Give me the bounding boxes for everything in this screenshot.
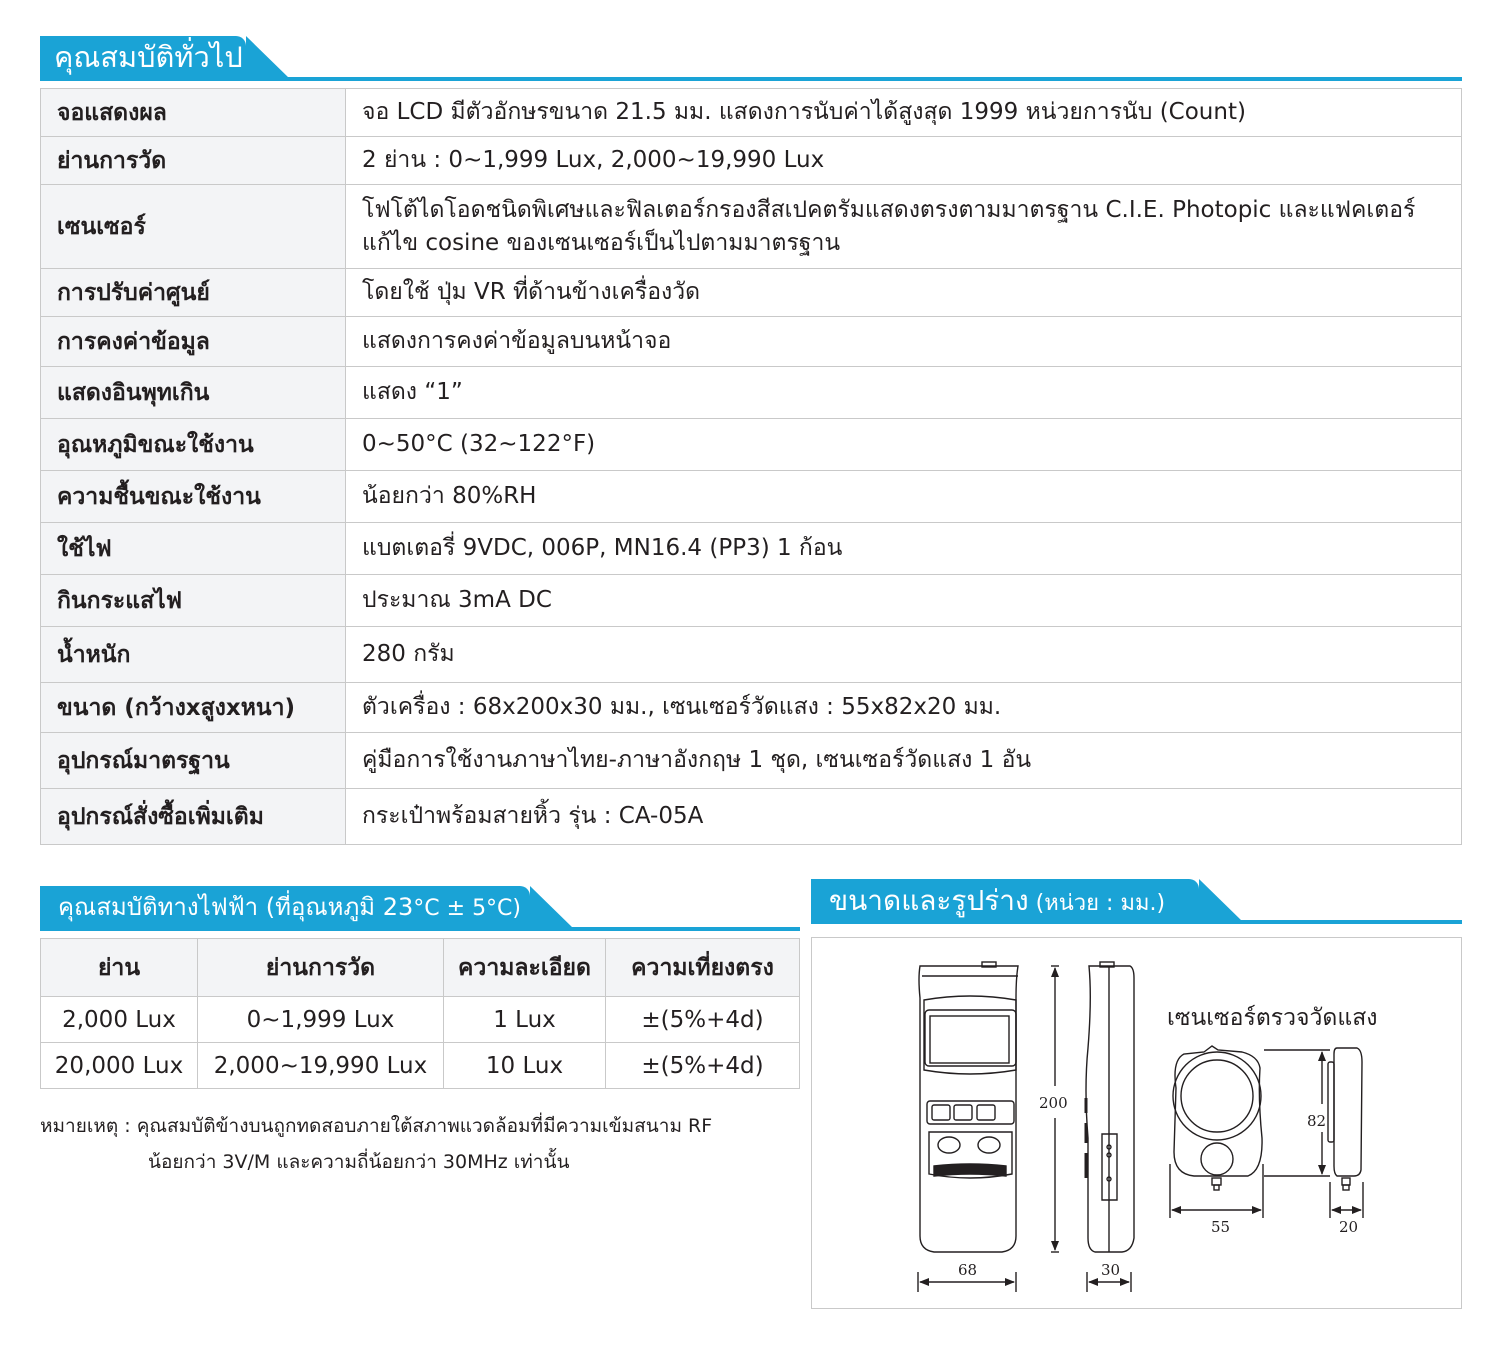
general-specs-heading bbox=[40, 36, 1462, 82]
table-cell: ±(5%+4d) bbox=[606, 997, 800, 1043]
spec-label: กินกระแสไฟ bbox=[41, 575, 346, 627]
column-header: ความเที่ยงตรง bbox=[606, 939, 800, 997]
table-row bbox=[41, 789, 1462, 845]
spec-label: ขนาด (กว้างxสูงxหนา) bbox=[41, 683, 346, 733]
spec-label: การปรับค่าศูนย์ bbox=[41, 269, 346, 317]
table-row bbox=[41, 1043, 800, 1089]
table-header-row bbox=[41, 939, 800, 997]
spec-label: จอแสดงผล bbox=[41, 89, 346, 137]
column-header: ความละเอียด bbox=[444, 939, 606, 997]
spec-value: น้อยกว่า 80%RH bbox=[346, 471, 1462, 523]
sensor-side-icon bbox=[1328, 1048, 1362, 1190]
sensor-depth-label: 20 bbox=[1339, 1218, 1359, 1236]
dimension-drawing bbox=[812, 938, 1463, 1310]
spec-value: 0~50°C (32~122°F) bbox=[346, 419, 1462, 471]
banner-rule bbox=[40, 77, 1462, 81]
column-header: ย่านการวัด bbox=[198, 939, 444, 997]
note-line-1: หมายเหตุ : คุณสมบัติข้างบนถูกทดสอบภายใต้สภาพแวดล้อมที่มีความเข้มสนาม RF bbox=[40, 1115, 713, 1137]
spec-label: อุปกรณ์มาตรฐาน bbox=[41, 733, 346, 789]
spec-label: เซนเซอร์ bbox=[41, 185, 346, 269]
column-header: ย่าน bbox=[41, 939, 198, 997]
meter-depth-label: 30 bbox=[1101, 1261, 1121, 1279]
table-cell: ±(5%+4d) bbox=[606, 1043, 800, 1089]
spec-label: ย่านการวัด bbox=[41, 137, 346, 185]
table-row bbox=[41, 269, 1462, 317]
spec-value: ประมาณ 3mA DC bbox=[346, 575, 1462, 627]
table-row bbox=[41, 627, 1462, 683]
table-cell: 2,000 Lux bbox=[41, 997, 198, 1043]
table-row bbox=[41, 89, 1462, 137]
spec-label: ใช้ไฟ bbox=[41, 523, 346, 575]
dimensions-diagram bbox=[811, 937, 1462, 1309]
spec-label: น้ำหนัก bbox=[41, 627, 346, 683]
table-cell: 20,000 Lux bbox=[41, 1043, 198, 1089]
spec-value: 2 ย่าน : 0~1,999 Lux, 2,000~19,990 Lux bbox=[346, 137, 1462, 185]
sensor-title: เซนเซอร์ตรวจวัดแสง bbox=[1167, 1005, 1378, 1031]
spec-value: โดยใช้ ปุ่ม VR ที่ด้านข้างเครื่องวัด bbox=[346, 269, 1462, 317]
table-row bbox=[41, 419, 1462, 471]
spec-label: แสดงอินพุทเกิน bbox=[41, 367, 346, 419]
meter-front-icon bbox=[919, 962, 1018, 1252]
meter-side-icon bbox=[1086, 962, 1134, 1252]
note-line-2: น้อยกว่า 3V/M และความถี่น้อยกว่า 30MHz เท่านั้น bbox=[148, 1151, 570, 1173]
meter-width-label: 68 bbox=[958, 1261, 978, 1279]
electrical-note bbox=[40, 1108, 712, 1180]
banner-rule bbox=[811, 920, 1462, 924]
table-row bbox=[41, 471, 1462, 523]
table-row bbox=[41, 367, 1462, 419]
banner-rule bbox=[40, 927, 800, 931]
table-row bbox=[41, 523, 1462, 575]
spec-value: ตัวเครื่อง : 68x200x30 มม., เซนเซอร์วัดแสง : 55x82x20 มม. bbox=[346, 683, 1462, 733]
spec-label: อุปกรณ์สั่งซื้อเพิ่มเติม bbox=[41, 789, 346, 845]
table-cell: 2,000~19,990 Lux bbox=[198, 1043, 444, 1089]
banner-slant bbox=[530, 886, 574, 929]
table-row bbox=[41, 997, 800, 1043]
table-row bbox=[41, 317, 1462, 367]
spec-value: แสดงการคงค่าข้อมูลบนหน้าจอ bbox=[346, 317, 1462, 367]
banner-slant bbox=[246, 36, 290, 79]
sensor-height-label: 82 bbox=[1307, 1112, 1327, 1130]
table-row bbox=[41, 575, 1462, 627]
table-cell: 10 Lux bbox=[444, 1043, 606, 1089]
sensor-front-icon bbox=[1173, 1046, 1262, 1190]
spec-value: แสดง “1” bbox=[346, 367, 1462, 419]
electrical-specs-heading bbox=[40, 886, 800, 932]
dimensions-heading-unit: (หน่วย : มม.) bbox=[1028, 891, 1166, 916]
electrical-specs-title bbox=[40, 886, 530, 929]
spec-value: กระเป๋าพร้อมสายหิ้ว รุ่น : CA-05A bbox=[346, 789, 1462, 845]
table-cell: 1 Lux bbox=[444, 997, 606, 1043]
spec-value: จอ LCD มีตัวอักษรขนาด 21.5 มม. แสดงการนับค่าได้สูงสุด 1999 หน่วยการนับ (Count) bbox=[346, 89, 1462, 137]
general-specs-title: คุณสมบัติทั่วไป bbox=[40, 36, 246, 79]
table-row bbox=[41, 137, 1462, 185]
spec-label: การคงค่าข้อมูล bbox=[41, 317, 346, 367]
general-specs-table bbox=[40, 88, 1462, 845]
meter-height-label: 200 bbox=[1039, 1094, 1068, 1112]
banner-slant bbox=[1199, 879, 1243, 922]
spec-value: แบตเตอรี่ 9VDC, 006P, MN16.4 (PP3) 1 ก้อน bbox=[346, 523, 1462, 575]
electrical-heading-main: คุณสมบัติทางไฟฟ้า (ที่อุณหภูมิ 23 bbox=[58, 893, 414, 921]
table-cell: 0~1,999 Lux bbox=[198, 997, 444, 1043]
table-row bbox=[41, 733, 1462, 789]
table-row bbox=[41, 185, 1462, 269]
table-row bbox=[41, 683, 1462, 733]
electrical-specs-table bbox=[40, 938, 800, 1089]
sensor-width-label: 55 bbox=[1211, 1218, 1231, 1236]
electrical-heading-tail: °C ± 5°C) bbox=[413, 896, 522, 921]
dimensions-heading-main: ขนาดและรูปร่าง bbox=[829, 884, 1029, 917]
spec-value: คู่มือการใช้งานภาษาไทย-ภาษาอังกฤษ 1 ชุด, เซนเซอร์วัดแสง 1 อัน bbox=[346, 733, 1462, 789]
spec-label: ความชื้นขณะใช้งาน bbox=[41, 471, 346, 523]
spec-value: 280 กรัม bbox=[346, 627, 1462, 683]
dimensions-heading bbox=[811, 879, 1462, 925]
spec-label: อุณหภูมิขณะใช้งาน bbox=[41, 419, 346, 471]
dimensions-title bbox=[811, 879, 1199, 922]
spec-value: โฟโต้ไดโอดชนิดพิเศษและฟิลเตอร์กรองสีสเปคตรัมแสดงตรงตามมาตรฐาน C.I.E. Photopic และแฟคเตอร์แก้ไข cosine ของเซนเซอร์เป็นไปตามมาตรฐาน bbox=[346, 185, 1462, 269]
